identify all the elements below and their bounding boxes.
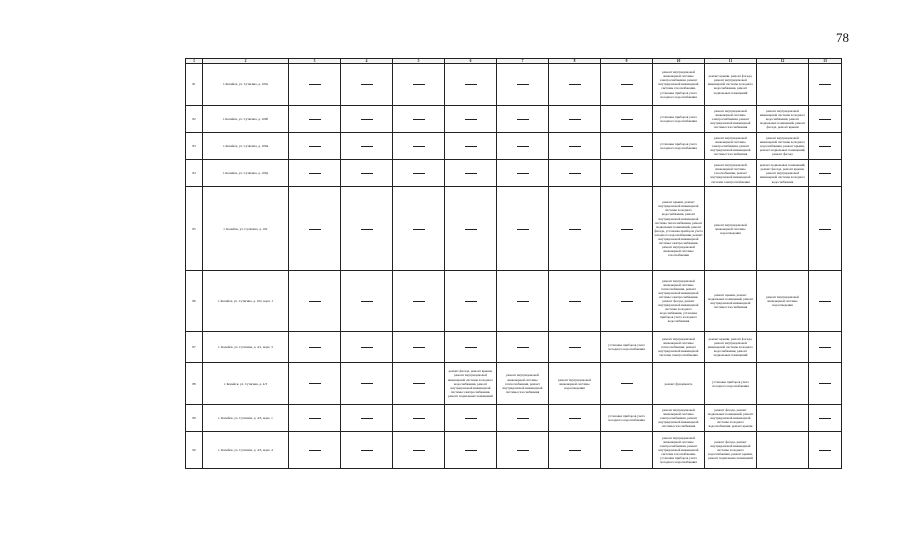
column-header: 8	[549, 59, 601, 64]
dash-cell	[601, 271, 653, 332]
page-number: 78	[836, 30, 849, 45]
dash-mark	[361, 229, 373, 230]
dash-mark	[517, 173, 529, 174]
dash-mark	[819, 119, 831, 120]
dash-mark	[621, 229, 633, 230]
table-row	[186, 105, 842, 132]
dash-mark	[361, 450, 373, 451]
dash-mark	[361, 383, 373, 384]
column-header: 7	[497, 59, 549, 64]
dash-cell	[497, 432, 549, 469]
dash-mark	[621, 173, 633, 174]
work-cell: установка приборов учета холодного водоснабжения	[653, 133, 705, 160]
dash-mark	[413, 173, 425, 174]
row-address: г. Копейск, ул. Сутягина, д. 100б	[203, 105, 289, 132]
dash-cell	[497, 105, 549, 132]
dash-cell	[497, 64, 549, 106]
dash-cell	[393, 405, 445, 432]
dash-mark	[569, 229, 581, 230]
row-address: г. Копейск, ул. Сутягина, д. 100а	[203, 64, 289, 106]
dash-cell	[809, 160, 842, 187]
dash-mark	[569, 450, 581, 451]
dash-mark	[413, 418, 425, 419]
work-cell: ремонт крыши, ремонт подвальных помещений, ремонт внутридомовой инженерной системы газоснабжения	[705, 271, 757, 332]
dash-mark	[621, 146, 633, 147]
row-number: 82	[186, 105, 203, 132]
table-row	[186, 405, 842, 432]
dash-mark	[465, 450, 477, 451]
column-header: 3	[289, 59, 341, 64]
dash-cell	[289, 64, 341, 106]
dash-cell	[393, 133, 445, 160]
dash-cell	[341, 363, 393, 405]
dash-mark	[621, 383, 633, 384]
work-cell: ремонт внутридомовой инженерной системы электроснабжения, ремонт внутридомовой инженерной системы газоснабжения, установка приборов учета холодного водоснабжения	[653, 432, 705, 469]
work-cell: ремонт крыши, ремонт фасада, ремонт внутридомовой инженерной системы холодного водоснабжения, ремонт подвальных помещений	[705, 331, 757, 362]
dash-mark	[465, 173, 477, 174]
dash-cell	[549, 432, 601, 469]
dash-mark	[819, 84, 831, 85]
dash-cell	[289, 405, 341, 432]
dash-cell	[549, 105, 601, 132]
dash-cell	[601, 432, 653, 469]
dash-mark	[413, 383, 425, 384]
dash-mark	[309, 301, 321, 302]
dash-mark	[517, 301, 529, 302]
empty-cell	[757, 405, 809, 432]
empty-cell	[757, 363, 809, 405]
dash-mark	[517, 229, 529, 230]
dash-mark	[309, 383, 321, 384]
row-address: г. Копейск, ул. Сутягина, д. 100в	[203, 133, 289, 160]
dash-cell	[341, 64, 393, 106]
dash-mark	[361, 84, 373, 85]
row-number: 88	[186, 363, 203, 405]
dash-cell	[809, 187, 842, 271]
work-cell: ремонт внутридомовой инженерной системы холодного водоснабжения, ремонт крыши, ремонт подвальных помещений, ремонт фасада	[757, 133, 809, 160]
dash-cell	[549, 64, 601, 106]
dash-mark	[569, 418, 581, 419]
row-number: 89	[186, 405, 203, 432]
row-number: 84	[186, 160, 203, 187]
work-cell: ремонт внутридомовой инженерной системы электроснабжения, ремонт внутридомовой инженерной системы газоснабжения	[705, 105, 757, 132]
dash-mark	[517, 450, 529, 451]
dash-cell	[341, 405, 393, 432]
dash-cell	[497, 331, 549, 362]
row-number: 86	[186, 271, 203, 332]
work-cell: ремонт крыши, ремонт фасада, ремонт внутридомовой инженерной системы холодного водоснабжения, ремонт подвальных помещений	[705, 64, 757, 106]
dash-mark	[621, 450, 633, 451]
dash-cell	[549, 133, 601, 160]
dash-mark	[413, 450, 425, 451]
capital-repair-table	[185, 58, 842, 469]
work-cell: установка приборов учета холодного водоснабжения	[601, 331, 653, 362]
work-cell: ремонт подвальных помещений, ремонт фасада, ремонт крыши, ремонт внутридомовой инженерной системы холодного водоснабжения	[757, 160, 809, 187]
dash-mark	[621, 301, 633, 302]
dash-cell	[341, 160, 393, 187]
dash-cell	[445, 64, 497, 106]
row-number: 85	[186, 187, 203, 271]
dash-mark	[465, 119, 477, 120]
row-address: г. Копейск, ул. Сутягина, д. 4/3, корп. 1	[203, 405, 289, 432]
dash-mark	[361, 119, 373, 120]
dash-mark	[361, 301, 373, 302]
dash-mark	[819, 450, 831, 451]
dash-cell	[497, 405, 549, 432]
row-number: 90	[186, 432, 203, 469]
row-address: г. Копейск, ул. Сутягина, д. 102, корп. 1	[203, 271, 289, 332]
dash-mark	[569, 301, 581, 302]
dash-cell	[497, 187, 549, 271]
dash-mark	[465, 347, 477, 348]
dash-mark	[309, 173, 321, 174]
work-cell: ремонт внутридомовой инженерной системы холодного водоснабжения, ремонт подвальных помещений, ремонт фасада, ремонт крыши	[757, 105, 809, 132]
dash-mark	[465, 229, 477, 230]
dash-mark	[309, 418, 321, 419]
dash-mark	[569, 347, 581, 348]
dash-mark	[819, 173, 831, 174]
table-row	[186, 187, 842, 271]
column-header: 13	[809, 59, 842, 64]
row-number: 81	[186, 64, 203, 106]
dash-cell	[497, 271, 549, 332]
table-row	[186, 363, 842, 405]
dash-mark	[621, 119, 633, 120]
empty-cell	[757, 432, 809, 469]
work-cell: ремонт внутридомовой инженерной системы электроснабжения, ремонт внутридомовой инженерной системы газоснабжения, установка приборов учета холодного водоснабжения	[653, 64, 705, 106]
dash-mark	[517, 84, 529, 85]
dash-cell	[601, 133, 653, 160]
work-cell: ремонт внутридомовой инженерной системы водоотведения	[549, 363, 601, 405]
dash-cell	[601, 160, 653, 187]
dash-cell	[809, 64, 842, 106]
column-header: 5	[393, 59, 445, 64]
row-number: 83	[186, 133, 203, 160]
dash-cell	[809, 432, 842, 469]
dash-cell	[289, 363, 341, 405]
dash-mark	[309, 347, 321, 348]
column-header: 2	[203, 59, 289, 64]
dash-mark	[819, 418, 831, 419]
dash-cell	[445, 187, 497, 271]
dash-cell	[549, 187, 601, 271]
dash-mark	[819, 383, 831, 384]
work-cell: ремонт внутридомовой инженерной системы электроснабжения, ремонт внутридомовой инженерной системы газоснабжения	[705, 133, 757, 160]
dash-mark	[361, 347, 373, 348]
dash-cell	[341, 187, 393, 271]
work-cell: ремонт внутридомовой инженерной системы теплоснабжения, ремонт внутридомовой инженерной системы газоснабжения	[497, 363, 549, 405]
work-cell: ремонт внутридомовой инженерной системы водоотведения	[757, 271, 809, 332]
dash-cell	[445, 160, 497, 187]
dash-mark	[621, 84, 633, 85]
dash-mark	[819, 229, 831, 230]
dash-mark	[309, 146, 321, 147]
work-cell: ремонт внутридомовой инженерной системы теплоснабжения, ремонт внутридомовой инженерной системы электроснабжения, ремонт фасада, ремонт внутридомовой инженерной системы холодного водоснабжения, установка приборов учета холодного водоснабжения	[653, 271, 705, 332]
dash-cell	[549, 331, 601, 362]
dash-mark	[465, 146, 477, 147]
column-header: 6	[445, 59, 497, 64]
dash-cell	[809, 105, 842, 132]
work-cell: ремонт внутридомовой инженерной системы теплоснабжения, ремонт внутридомовой инженерной системы электроснабжения	[653, 331, 705, 362]
dash-cell	[445, 331, 497, 362]
table-body	[186, 64, 842, 469]
dash-cell	[445, 405, 497, 432]
work-cell: ремонт внутридомовой инженерной системы электроснабжения, ремонт внутридомовой инженерной системы газоснабжения	[653, 405, 705, 432]
empty-cell	[757, 331, 809, 362]
dash-cell	[809, 331, 842, 362]
dash-cell	[289, 271, 341, 332]
dash-mark	[569, 84, 581, 85]
dash-cell	[393, 187, 445, 271]
work-cell: установка приборов учета холодного водоснабжения	[601, 405, 653, 432]
dash-cell	[393, 64, 445, 106]
column-header: 1	[186, 59, 203, 64]
dash-mark	[413, 347, 425, 348]
work-cell: ремонт внутридомовой инженерной системы газоснабжения, ремонт внутридомовой инженерной системы электроснабжения	[705, 160, 757, 187]
table-row	[186, 160, 842, 187]
table-row	[186, 64, 842, 106]
work-cell: ремонт фасада, ремонт крыши, ремонт внутридомовой инженерной системы холодного водоснабжения, ремонт внутридомовой инженерной системы электроснабжения, ремонт подвальных помещений	[445, 363, 497, 405]
empty-cell	[757, 64, 809, 106]
column-header: 9	[601, 59, 653, 64]
dash-mark	[465, 84, 477, 85]
row-address: г. Копейск, ул. Сутягина, д. 4/3	[203, 363, 289, 405]
work-cell: ремонт фундамента	[653, 363, 705, 405]
dash-mark	[361, 418, 373, 419]
dash-cell	[289, 331, 341, 362]
row-address: г. Копейск, ул. Сутягина, д. 102	[203, 187, 289, 271]
dash-cell	[393, 331, 445, 362]
dash-mark	[309, 84, 321, 85]
dash-cell	[445, 133, 497, 160]
dash-mark	[569, 173, 581, 174]
dash-mark	[517, 119, 529, 120]
dash-mark	[361, 173, 373, 174]
work-cell: ремонт внутридомовой инженерной системы водоотведения	[705, 187, 757, 271]
column-header: 10	[653, 59, 705, 64]
dash-cell	[601, 64, 653, 106]
table-row	[186, 432, 842, 469]
dash-cell	[341, 133, 393, 160]
work-cell: установка приборов учета холодного водоснабжения	[653, 105, 705, 132]
dash-cell	[341, 331, 393, 362]
empty-cell	[757, 187, 809, 271]
dash-mark	[569, 146, 581, 147]
dash-mark	[413, 119, 425, 120]
dash-cell	[445, 105, 497, 132]
dash-cell	[497, 160, 549, 187]
dash-cell	[289, 432, 341, 469]
dash-cell	[549, 160, 601, 187]
dash-mark	[413, 84, 425, 85]
column-header: 12	[757, 59, 809, 64]
dash-mark	[517, 146, 529, 147]
row-address: г. Копейск, ул. Сутягина, д. 4/3, корп. 4	[203, 432, 289, 469]
dash-mark	[819, 146, 831, 147]
dash-mark	[309, 119, 321, 120]
dash-cell	[549, 405, 601, 432]
dash-cell	[393, 432, 445, 469]
row-number: 87	[186, 331, 203, 362]
dash-cell	[341, 432, 393, 469]
dash-cell	[809, 271, 842, 332]
row-address: г. Копейск, ул. Сутягина, д. 4/1, корп. 3	[203, 331, 289, 362]
dash-cell	[341, 105, 393, 132]
table-row	[186, 133, 842, 160]
dash-cell	[809, 363, 842, 405]
dash-cell	[393, 271, 445, 332]
dash-cell	[393, 160, 445, 187]
empty-cell	[653, 160, 705, 187]
work-cell: ремонт крыши, ремонт внутридомовой инженерной системы холодного водоснабжения, ремонт внутридомовой инженерной системы теплоснабжения, ремонт подвальных помещений, ремонт фасада, установка приборов учета холодного водоснабжения, ремонт внутридомовой инженерной системы электроснабжения, ремонт внутридомовой инженерной системы газоснабжения	[653, 187, 705, 271]
dash-mark	[413, 229, 425, 230]
dash-mark	[309, 229, 321, 230]
dash-mark	[465, 301, 477, 302]
dash-mark	[569, 119, 581, 120]
dash-mark	[465, 418, 477, 419]
dash-mark	[413, 301, 425, 302]
dash-cell	[601, 363, 653, 405]
dash-mark	[517, 418, 529, 419]
dash-cell	[549, 271, 601, 332]
dash-cell	[393, 363, 445, 405]
dash-cell	[809, 133, 842, 160]
dash-mark	[413, 146, 425, 147]
dash-mark	[819, 347, 831, 348]
dash-cell	[601, 187, 653, 271]
work-cell: ремонт фасада, ремонт подвальных помещений, ремонт внутридомовой инженерной системы холодного водоснабжения, ремонт крыши	[705, 405, 757, 432]
dash-mark	[517, 347, 529, 348]
column-header: 11	[705, 59, 757, 64]
row-address: г. Копейск, ул. Сутягина, д. 100д	[203, 160, 289, 187]
table-row	[186, 331, 842, 362]
dash-cell	[289, 187, 341, 271]
dash-cell	[289, 105, 341, 132]
dash-mark	[309, 450, 321, 451]
dash-mark	[361, 146, 373, 147]
work-cell: ремонт фасада, ремонт внутридомовой инженерной системы холодного водоснабжения, ремонт крыши, ремонт подвальных помещений	[705, 432, 757, 469]
dash-cell	[601, 105, 653, 132]
dash-mark	[819, 301, 831, 302]
dash-cell	[445, 432, 497, 469]
work-cell: установка приборов учета холодного водоснабжения	[705, 363, 757, 405]
dash-cell	[341, 271, 393, 332]
dash-cell	[445, 271, 497, 332]
dash-cell	[289, 160, 341, 187]
column-header: 4	[341, 59, 393, 64]
dash-cell	[289, 133, 341, 160]
dash-cell	[497, 133, 549, 160]
dash-cell	[809, 405, 842, 432]
table-row	[186, 271, 842, 332]
dash-cell	[393, 105, 445, 132]
